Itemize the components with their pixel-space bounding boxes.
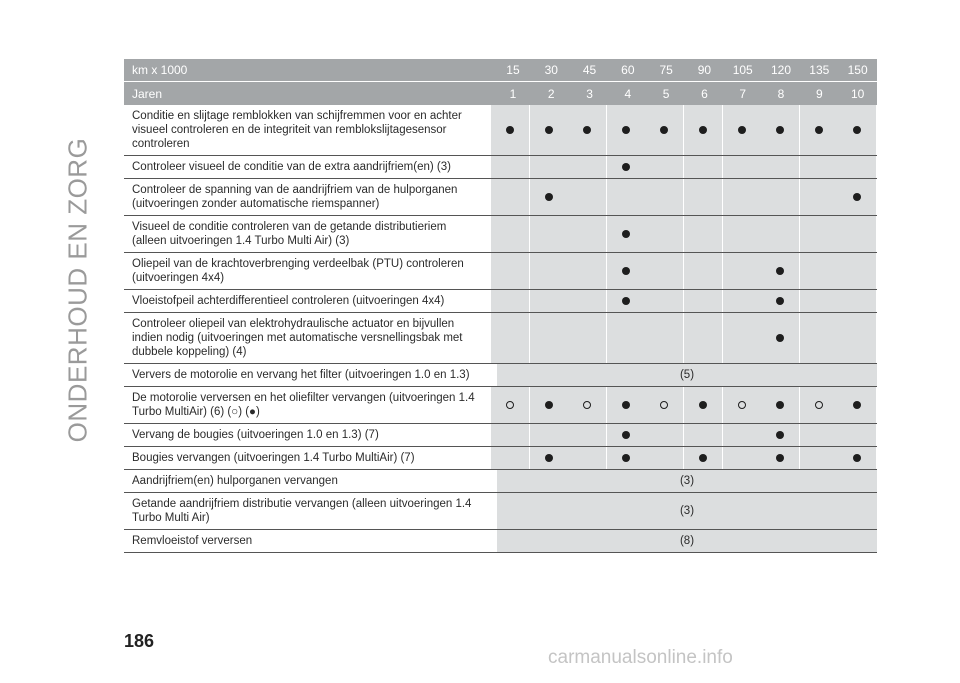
open-circle-icon <box>583 401 591 409</box>
row-description: Oliepeil van de krachtoverbrenging verdeelbak (PTU) controleren (uitvoeringen 4x4) <box>132 258 464 284</box>
interval-cell <box>838 179 876 215</box>
table-row <box>124 313 877 364</box>
interval-cell <box>607 105 645 155</box>
interval-cell <box>723 216 761 252</box>
interval-cell <box>800 156 838 178</box>
interval-cell <box>607 179 645 215</box>
interval-cell <box>723 387 761 423</box>
open-circle-icon <box>815 401 823 409</box>
interval-cell <box>530 290 568 312</box>
interval-cell <box>761 253 799 289</box>
interval-cell <box>491 253 529 289</box>
interval-cell <box>645 156 683 178</box>
interval-cell <box>568 156 606 178</box>
interval-cell <box>723 253 761 289</box>
years-label: Jaren <box>132 86 163 101</box>
footer-watermark: carmanualsonline.info <box>548 647 733 668</box>
year-value: 6 <box>701 86 708 101</box>
filled-dot-icon <box>776 297 784 305</box>
filled-dot-icon <box>545 126 553 134</box>
interval-cell <box>645 313 683 363</box>
interval-cell <box>645 179 683 215</box>
table-row <box>124 530 877 553</box>
km-label: km x 1000 <box>132 63 188 77</box>
interval-cell <box>607 424 645 446</box>
interval-cell <box>761 313 799 363</box>
interval-cell <box>491 216 529 252</box>
row-cells <box>491 387 877 423</box>
filled-dot-icon <box>776 401 784 409</box>
interval-cell <box>684 216 722 252</box>
interval-cell <box>838 313 876 363</box>
row-cells <box>491 216 877 252</box>
interval-cell <box>838 253 876 289</box>
interval-cell <box>684 290 722 312</box>
filled-dot-icon <box>506 126 514 134</box>
filled-dot-icon <box>622 163 630 171</box>
year-value: 10 <box>850 86 865 101</box>
interval-cell <box>684 424 722 446</box>
row-cells <box>497 530 877 552</box>
row-cells <box>491 313 877 363</box>
interval-cell <box>568 253 606 289</box>
row-cells <box>497 470 877 492</box>
interval-cell <box>607 313 645 363</box>
interval-cell <box>723 424 761 446</box>
row-description: Bougies vervangen (uitvoeringen 1.4 Turbo MultiAir) (7) <box>132 452 415 464</box>
interval-cell <box>800 313 838 363</box>
row-description: Controleer de spanning van de aandrijfriem van de hulporganen (uitvoeringen zonder automatische riemspanner) <box>132 184 458 210</box>
row-description: Controleer visueel de conditie van de extra aandrijfriem(en) (3) <box>132 161 451 173</box>
interval-cell <box>838 424 876 446</box>
interval-cell <box>838 387 876 423</box>
filled-dot-icon <box>622 230 630 238</box>
interval-cell <box>761 447 799 469</box>
filled-dot-icon <box>545 454 553 462</box>
interval-cell <box>491 387 529 423</box>
filled-dot-icon <box>622 401 630 409</box>
interval-cell <box>800 290 838 312</box>
interval-cell <box>530 179 568 215</box>
header-km-row <box>124 59 877 81</box>
interval-cell <box>530 156 568 178</box>
interval-cell <box>530 105 568 155</box>
interval-cell <box>607 290 645 312</box>
interval-cell <box>530 424 568 446</box>
interval-cell <box>530 387 568 423</box>
filled-dot-icon <box>699 126 707 134</box>
table-row <box>124 470 877 493</box>
table-body <box>124 105 877 553</box>
row-cells <box>491 424 877 446</box>
interval-cell <box>800 105 838 155</box>
row-cells <box>491 156 877 178</box>
interval-cell <box>723 447 761 469</box>
interval-cell <box>530 216 568 252</box>
interval-cell <box>761 387 799 423</box>
row-description: Vloeistofpeil achterdifferentieel controleren (uitvoeringen 4x4) <box>132 295 445 307</box>
interval-cell <box>761 290 799 312</box>
interval-cell <box>645 216 683 252</box>
filled-dot-icon <box>738 126 746 134</box>
filled-dot-icon <box>622 126 630 134</box>
year-value: 5 <box>662 86 670 101</box>
km-value: 150 <box>847 63 868 77</box>
km-value: 120 <box>771 63 792 77</box>
open-circle-icon <box>506 401 514 409</box>
filled-dot-icon <box>776 431 784 439</box>
interval-cell <box>838 447 876 469</box>
interval-cell <box>800 387 838 423</box>
row-cells <box>491 179 877 215</box>
filled-dot-icon <box>622 454 630 462</box>
interval-cell <box>607 216 645 252</box>
interval-cell <box>723 179 761 215</box>
interval-cell <box>723 105 761 155</box>
interval-cell <box>684 313 722 363</box>
filled-dot-icon <box>699 401 707 409</box>
filled-dot-icon <box>583 126 591 134</box>
interval-cell <box>491 105 529 155</box>
year-value: 2 <box>547 86 555 101</box>
table-row <box>124 290 877 313</box>
interval-cell <box>645 424 683 446</box>
interval-cell <box>568 387 606 423</box>
km-value: 30 <box>544 63 558 77</box>
interval-cell <box>684 253 722 289</box>
interval-cell <box>645 447 683 469</box>
interval-cell <box>607 156 645 178</box>
filled-dot-icon <box>853 193 861 201</box>
filled-dot-icon <box>622 431 630 439</box>
year-value: 1 <box>509 86 517 101</box>
interval-cell <box>568 179 606 215</box>
row-description: Aandrijfriem(en) hulporganen vervangen <box>132 475 338 487</box>
interval-cell <box>800 447 838 469</box>
interval-cell <box>838 290 876 312</box>
interval-cell <box>761 179 799 215</box>
interval-cell <box>491 290 529 312</box>
row-cells <box>497 493 877 529</box>
interval-cell <box>684 447 722 469</box>
year-value: 3 <box>586 86 593 101</box>
row-description: Controleer oliepeil van elektrohydraulische actuator en bijvullen indien nodig (uitvoeringen met automatische versnellingsbak met dubbele koppeling) (4) <box>132 318 463 358</box>
filled-dot-icon <box>545 193 553 201</box>
row-cells <box>491 290 877 312</box>
row-description: Ververs de motorolie en vervang het filter (uitvoeringen 1.0 en 1.3) <box>132 369 470 381</box>
interval-cell <box>607 253 645 289</box>
filled-dot-icon <box>853 454 861 462</box>
row-description: De motorolie verversen en het oliefilter vervangen (uitvoeringen 1.4 Turbo MultiAir) (6) (○) (●) <box>132 392 475 418</box>
interval-cell <box>530 447 568 469</box>
filled-dot-icon <box>622 267 630 275</box>
table-row <box>124 364 877 387</box>
table-row <box>124 105 877 156</box>
interval-cell <box>684 387 722 423</box>
table-row <box>124 493 877 530</box>
table-row <box>124 447 877 470</box>
interval-cell <box>568 313 606 363</box>
row-description: Conditie en slijtage remblokken van schijfremmen voor en achter visueel controleren en de integriteit van remblokslijtagesensor controleren <box>132 110 462 150</box>
span-note: (3) <box>497 493 877 529</box>
interval-cell <box>645 253 683 289</box>
interval-cell <box>761 216 799 252</box>
row-cells <box>497 364 877 386</box>
interval-cell <box>761 424 799 446</box>
table-row <box>124 424 877 447</box>
table-row <box>124 156 877 179</box>
header-years-row <box>124 82 877 105</box>
interval-cell <box>568 424 606 446</box>
interval-cell <box>723 156 761 178</box>
table-row <box>124 387 877 424</box>
span-note: (5) <box>497 364 877 386</box>
filled-dot-icon <box>545 401 553 409</box>
year-value: 9 <box>815 86 823 101</box>
filled-dot-icon <box>622 297 630 305</box>
year-value: 4 <box>624 86 632 101</box>
table-row <box>124 179 877 216</box>
filled-dot-icon <box>853 126 861 134</box>
interval-cell <box>530 253 568 289</box>
interval-cell <box>800 424 838 446</box>
open-circle-icon <box>738 401 746 409</box>
interval-cell <box>607 447 645 469</box>
filled-dot-icon <box>776 454 784 462</box>
km-value: 75 <box>659 63 673 77</box>
interval-cell <box>838 105 876 155</box>
interval-cell <box>800 253 838 289</box>
filled-dot-icon <box>853 401 861 409</box>
interval-cell <box>761 105 799 155</box>
table-row <box>124 253 877 290</box>
interval-cell <box>723 313 761 363</box>
km-value: 135 <box>809 63 830 77</box>
row-cells <box>491 105 877 155</box>
interval-cell <box>684 156 722 178</box>
year-value: 8 <box>777 86 785 101</box>
section-title: ONDERHOUD EN ZORG <box>62 137 93 443</box>
maintenance-table <box>124 59 877 553</box>
year-value: 7 <box>739 86 747 101</box>
interval-cell <box>491 156 529 178</box>
km-value: 90 <box>697 63 712 77</box>
filled-dot-icon <box>660 126 668 134</box>
row-cells <box>491 447 877 469</box>
filled-dot-icon <box>699 454 707 462</box>
span-note: (8) <box>497 530 877 552</box>
interval-cell <box>645 105 683 155</box>
row-description: Remvloeistof verversen <box>132 535 253 547</box>
row-description: Getande aandrijfriem distributie vervangen (alleen uitvoeringen 1.4 Turbo Multi Air) <box>132 498 472 524</box>
km-value: 15 <box>506 63 520 77</box>
interval-cell <box>568 290 606 312</box>
interval-cell <box>568 447 606 469</box>
page-number: 186 <box>124 631 155 651</box>
interval-cell <box>800 216 838 252</box>
interval-cell <box>607 387 645 423</box>
km-value: 60 <box>621 63 635 77</box>
interval-cell <box>645 387 683 423</box>
interval-cell <box>491 424 529 446</box>
open-circle-icon <box>660 401 668 409</box>
span-note: (3) <box>497 470 877 492</box>
interval-cell <box>684 179 722 215</box>
interval-cell <box>723 290 761 312</box>
interval-cell <box>800 179 838 215</box>
interval-cell <box>645 290 683 312</box>
interval-cell <box>491 313 529 363</box>
km-value: 45 <box>582 63 597 77</box>
row-description: Vervang de bougies (uitvoeringen 1.0 en 1.3) (7) <box>132 429 379 441</box>
filled-dot-icon <box>776 267 784 275</box>
interval-cell <box>838 216 876 252</box>
interval-cell <box>761 156 799 178</box>
km-value: 105 <box>732 63 753 77</box>
row-description: Visueel de conditie controleren van de getande distributieriem (alleen uitvoeringen 1.4 Turbo Multi Air) (3) <box>132 221 447 247</box>
interval-cell <box>684 105 722 155</box>
interval-cell <box>568 216 606 252</box>
table-row <box>124 216 877 253</box>
interval-cell <box>491 447 529 469</box>
filled-dot-icon <box>776 126 784 134</box>
row-cells <box>491 253 877 289</box>
interval-cell <box>568 105 606 155</box>
interval-cell <box>530 313 568 363</box>
filled-dot-icon <box>815 126 823 134</box>
filled-dot-icon <box>776 334 784 342</box>
interval-cell <box>491 179 529 215</box>
interval-cell <box>838 156 876 178</box>
